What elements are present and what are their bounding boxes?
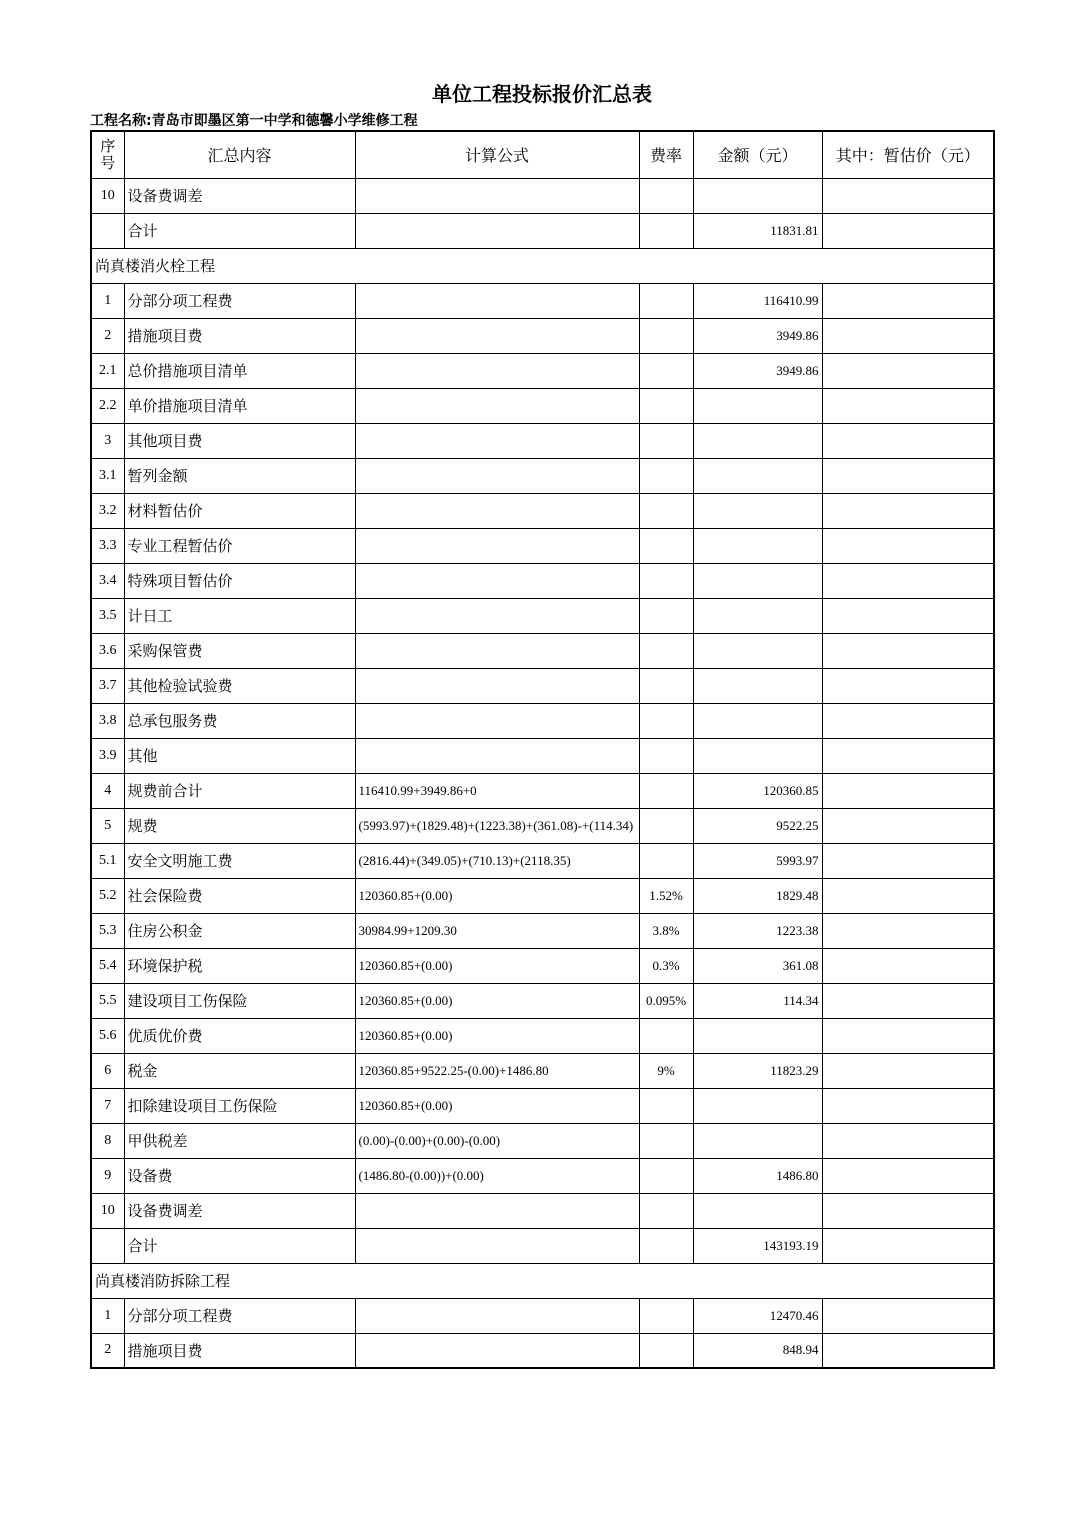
row-number: 10 — [91, 1193, 124, 1228]
table-row — [91, 913, 994, 948]
row-formula — [355, 598, 639, 633]
row-rate — [639, 1158, 693, 1193]
row-estimate — [822, 983, 994, 1018]
table-row — [91, 703, 994, 738]
row-rate — [639, 808, 693, 843]
section-row — [91, 1263, 994, 1298]
row-estimate — [822, 913, 994, 948]
row-number: 3.1 — [91, 458, 124, 493]
row-number: 2 — [91, 1333, 124, 1368]
row-rate: 3.8% — [639, 913, 693, 948]
row-estimate — [822, 563, 994, 598]
table-row — [91, 668, 994, 703]
row-item-name: 建设项目工伤保险 — [124, 983, 355, 1018]
row-number: 3.7 — [91, 668, 124, 703]
row-formula: (1486.80-(0.00))+(0.00) — [355, 1158, 639, 1193]
row-number: 5 — [91, 808, 124, 843]
row-number: 5.2 — [91, 878, 124, 913]
row-item-name: 设备费 — [124, 1158, 355, 1193]
row-number: 5.1 — [91, 843, 124, 878]
row-number: 2.2 — [91, 388, 124, 423]
row-item-name: 特殊项目暂估价 — [124, 563, 355, 598]
row-formula — [355, 528, 639, 563]
row-formula: 30984.99+1209.30 — [355, 913, 639, 948]
row-estimate — [822, 1158, 994, 1193]
row-number — [91, 213, 124, 248]
row-number — [91, 1228, 124, 1263]
row-item-name: 分部分项工程费 — [124, 283, 355, 318]
row-estimate — [822, 668, 994, 703]
summary-table — [90, 130, 995, 1369]
row-item-name: 其他检验试验费 — [124, 668, 355, 703]
table-row — [91, 493, 994, 528]
row-formula — [355, 1298, 639, 1333]
row-formula — [355, 353, 639, 388]
table-row — [91, 458, 994, 493]
row-rate — [639, 563, 693, 598]
row-item-name: 计日工 — [124, 598, 355, 633]
row-formula: 116410.99+3949.86+0 — [355, 773, 639, 808]
row-formula: 120360.85+(0.00) — [355, 948, 639, 983]
row-amount — [693, 598, 822, 633]
row-formula — [355, 1228, 639, 1263]
row-estimate — [822, 843, 994, 878]
row-estimate — [822, 493, 994, 528]
table-row — [91, 1018, 994, 1053]
row-formula — [355, 1333, 639, 1368]
row-item-name: 扣除建设项目工伤保险 — [124, 1088, 355, 1123]
row-item-name: 措施项目费 — [124, 1333, 355, 1368]
row-amount — [693, 1018, 822, 1053]
row-rate — [639, 353, 693, 388]
row-number: 5.6 — [91, 1018, 124, 1053]
section-title: 尚真楼消防拆除工程 — [91, 1263, 994, 1298]
row-amount — [693, 528, 822, 563]
row-amount — [693, 458, 822, 493]
row-estimate — [822, 1228, 994, 1263]
row-estimate — [822, 318, 994, 353]
row-estimate — [822, 1298, 994, 1333]
table-row — [91, 1088, 994, 1123]
row-rate — [639, 773, 693, 808]
row-amount: 114.34 — [693, 983, 822, 1018]
row-rate — [639, 1333, 693, 1368]
table-row — [91, 1333, 994, 1368]
table-row — [91, 773, 994, 808]
table-row — [91, 528, 994, 563]
row-number: 8 — [91, 1123, 124, 1158]
row-rate — [639, 703, 693, 738]
table-row — [91, 1193, 994, 1228]
row-estimate — [822, 773, 994, 808]
row-amount — [693, 738, 822, 773]
row-formula: (5993.97)+(1829.48)+(1223.38)+(361.08)-+(114.34) — [355, 808, 639, 843]
row-formula: 120360.85+9522.25-(0.00)+1486.80 — [355, 1053, 639, 1088]
table-row — [91, 1053, 994, 1088]
row-estimate — [822, 703, 994, 738]
row-estimate — [822, 1193, 994, 1228]
row-number: 5.5 — [91, 983, 124, 1018]
row-formula — [355, 633, 639, 668]
row-amount: 848.94 — [693, 1333, 822, 1368]
row-item-name: 总承包服务费 — [124, 703, 355, 738]
row-item-name: 规费前合计 — [124, 773, 355, 808]
row-item-name: 措施项目费 — [124, 318, 355, 353]
row-formula — [355, 178, 639, 213]
row-rate: 1.52% — [639, 878, 693, 913]
section-title: 尚真楼消火栓工程 — [91, 248, 994, 283]
row-amount — [693, 1193, 822, 1228]
table-row — [91, 878, 994, 913]
row-item-name: 暂列金额 — [124, 458, 355, 493]
row-item-name: 专业工程暂估价 — [124, 528, 355, 563]
row-amount: 9522.25 — [693, 808, 822, 843]
row-item-name: 总价措施项目清单 — [124, 353, 355, 388]
row-estimate — [822, 808, 994, 843]
row-estimate — [822, 283, 994, 318]
row-estimate — [822, 388, 994, 423]
row-formula — [355, 668, 639, 703]
document-title: 单位工程投标报价汇总表 — [432, 82, 652, 106]
row-rate — [639, 1123, 693, 1158]
row-estimate — [822, 1088, 994, 1123]
table-row — [91, 738, 994, 773]
row-rate — [639, 178, 693, 213]
row-amount — [693, 1088, 822, 1123]
table-row — [91, 563, 994, 598]
table-row — [91, 808, 994, 843]
row-number: 3.2 — [91, 493, 124, 528]
row-item-name: 社会保险费 — [124, 878, 355, 913]
row-amount: 3949.86 — [693, 353, 822, 388]
row-estimate — [822, 1123, 994, 1158]
header-name: 汇总内容 — [124, 131, 355, 178]
header-formula: 计算公式 — [355, 131, 639, 178]
row-estimate — [822, 528, 994, 563]
row-number: 1 — [91, 1298, 124, 1333]
row-formula: (2816.44)+(349.05)+(710.13)+(2118.35) — [355, 843, 639, 878]
row-estimate — [822, 1053, 994, 1088]
row-formula: 120360.85+(0.00) — [355, 983, 639, 1018]
row-rate — [639, 1193, 693, 1228]
table-row — [91, 388, 994, 423]
table-row — [91, 213, 994, 248]
row-item-name: 分部分项工程费 — [124, 1298, 355, 1333]
row-amount — [693, 1123, 822, 1158]
row-formula — [355, 703, 639, 738]
row-amount — [693, 493, 822, 528]
row-estimate — [822, 213, 994, 248]
row-number: 5.3 — [91, 913, 124, 948]
row-amount: 361.08 — [693, 948, 822, 983]
table-row — [91, 1228, 994, 1263]
row-item-name: 设备费调差 — [124, 178, 355, 213]
row-amount: 11831.81 — [693, 213, 822, 248]
row-amount — [693, 423, 822, 458]
row-formula — [355, 423, 639, 458]
row-number: 3.3 — [91, 528, 124, 563]
row-formula: 120360.85+(0.00) — [355, 1088, 639, 1123]
row-estimate — [822, 353, 994, 388]
row-formula: 120360.85+(0.00) — [355, 1018, 639, 1053]
row-rate — [639, 213, 693, 248]
row-formula — [355, 388, 639, 423]
row-estimate — [822, 178, 994, 213]
table-body — [91, 178, 994, 1368]
table-row — [91, 633, 994, 668]
row-number: 7 — [91, 1088, 124, 1123]
table-row — [91, 1298, 994, 1333]
row-amount: 11823.29 — [693, 1053, 822, 1088]
row-number: 3.6 — [91, 633, 124, 668]
row-amount — [693, 633, 822, 668]
row-estimate — [822, 878, 994, 913]
row-amount: 5993.97 — [693, 843, 822, 878]
row-item-name: 安全文明施工费 — [124, 843, 355, 878]
row-item-name: 环境保护税 — [124, 948, 355, 983]
table-row — [91, 283, 994, 318]
row-number: 6 — [91, 1053, 124, 1088]
row-estimate — [822, 948, 994, 983]
row-estimate — [822, 633, 994, 668]
row-number: 3 — [91, 423, 124, 458]
row-formula — [355, 563, 639, 598]
row-number: 1 — [91, 283, 124, 318]
row-estimate — [822, 1018, 994, 1053]
row-amount — [693, 703, 822, 738]
row-item-name: 设备费调差 — [124, 1193, 355, 1228]
row-number: 3.5 — [91, 598, 124, 633]
row-rate — [639, 598, 693, 633]
table-row — [91, 948, 994, 983]
row-amount — [693, 563, 822, 598]
header-amount: 金额（元） — [693, 131, 822, 178]
row-rate — [639, 318, 693, 353]
table-row — [91, 598, 994, 633]
row-rate — [639, 283, 693, 318]
row-estimate — [822, 1333, 994, 1368]
table-row — [91, 843, 994, 878]
row-amount: 1486.80 — [693, 1158, 822, 1193]
row-formula — [355, 493, 639, 528]
table-row — [91, 983, 994, 1018]
row-rate — [639, 1088, 693, 1123]
row-amount: 1829.48 — [693, 878, 822, 913]
header-no: 序号 — [91, 131, 124, 178]
row-number: 3.9 — [91, 738, 124, 773]
row-formula: 120360.85+(0.00) — [355, 878, 639, 913]
row-amount — [693, 388, 822, 423]
row-formula: (0.00)-(0.00)+(0.00)-(0.00) — [355, 1123, 639, 1158]
table-row — [91, 1123, 994, 1158]
header-row — [91, 131, 994, 178]
table-row — [91, 178, 994, 213]
section-row — [91, 248, 994, 283]
row-rate — [639, 423, 693, 458]
header-estimate: 其中：暂估价（元） — [822, 131, 994, 178]
row-formula — [355, 458, 639, 493]
row-formula — [355, 213, 639, 248]
row-formula — [355, 1193, 639, 1228]
row-item-name: 合计 — [124, 1228, 355, 1263]
row-item-name: 规费 — [124, 808, 355, 843]
row-estimate — [822, 598, 994, 633]
row-number: 3.4 — [91, 563, 124, 598]
row-item-name: 材料暂估价 — [124, 493, 355, 528]
row-item-name: 住房公积金 — [124, 913, 355, 948]
row-item-name: 优质优价费 — [124, 1018, 355, 1053]
row-item-name: 甲供税差 — [124, 1123, 355, 1158]
row-amount: 1223.38 — [693, 913, 822, 948]
row-number: 2.1 — [91, 353, 124, 388]
row-estimate — [822, 458, 994, 493]
row-number: 10 — [91, 178, 124, 213]
project-name: 工程名称:青岛市即墨区第一中学和德馨小学维修工程 — [90, 113, 418, 129]
row-number: 2 — [91, 318, 124, 353]
row-item-name: 合计 — [124, 213, 355, 248]
table-row — [91, 423, 994, 458]
row-amount: 120360.85 — [693, 773, 822, 808]
row-formula — [355, 738, 639, 773]
row-amount: 12470.46 — [693, 1298, 822, 1333]
row-rate — [639, 1228, 693, 1263]
row-item-name: 其他 — [124, 738, 355, 773]
row-item-name: 税金 — [124, 1053, 355, 1088]
table-row — [91, 318, 994, 353]
row-formula — [355, 318, 639, 353]
row-item-name: 其他项目费 — [124, 423, 355, 458]
row-item-name: 单价措施项目清单 — [124, 388, 355, 423]
row-rate: 0.095% — [639, 983, 693, 1018]
header-rate: 费率 — [639, 131, 693, 178]
row-rate — [639, 843, 693, 878]
row-number: 3.8 — [91, 703, 124, 738]
table-row — [91, 353, 994, 388]
row-rate — [639, 528, 693, 563]
row-formula — [355, 283, 639, 318]
row-amount: 116410.99 — [693, 283, 822, 318]
row-amount — [693, 178, 822, 213]
row-rate: 0.3% — [639, 948, 693, 983]
row-rate — [639, 1298, 693, 1333]
row-item-name: 采购保管费 — [124, 633, 355, 668]
row-rate: 9% — [639, 1053, 693, 1088]
row-amount: 3949.86 — [693, 318, 822, 353]
table-row — [91, 1158, 994, 1193]
row-rate — [639, 1018, 693, 1053]
row-rate — [639, 458, 693, 493]
row-number: 5.4 — [91, 948, 124, 983]
row-rate — [639, 668, 693, 703]
row-estimate — [822, 423, 994, 458]
row-number: 9 — [91, 1158, 124, 1193]
row-number: 4 — [91, 773, 124, 808]
row-rate — [639, 738, 693, 773]
row-estimate — [822, 738, 994, 773]
row-rate — [639, 388, 693, 423]
row-rate — [639, 493, 693, 528]
row-amount — [693, 668, 822, 703]
row-rate — [639, 633, 693, 668]
row-amount: 143193.19 — [693, 1228, 822, 1263]
